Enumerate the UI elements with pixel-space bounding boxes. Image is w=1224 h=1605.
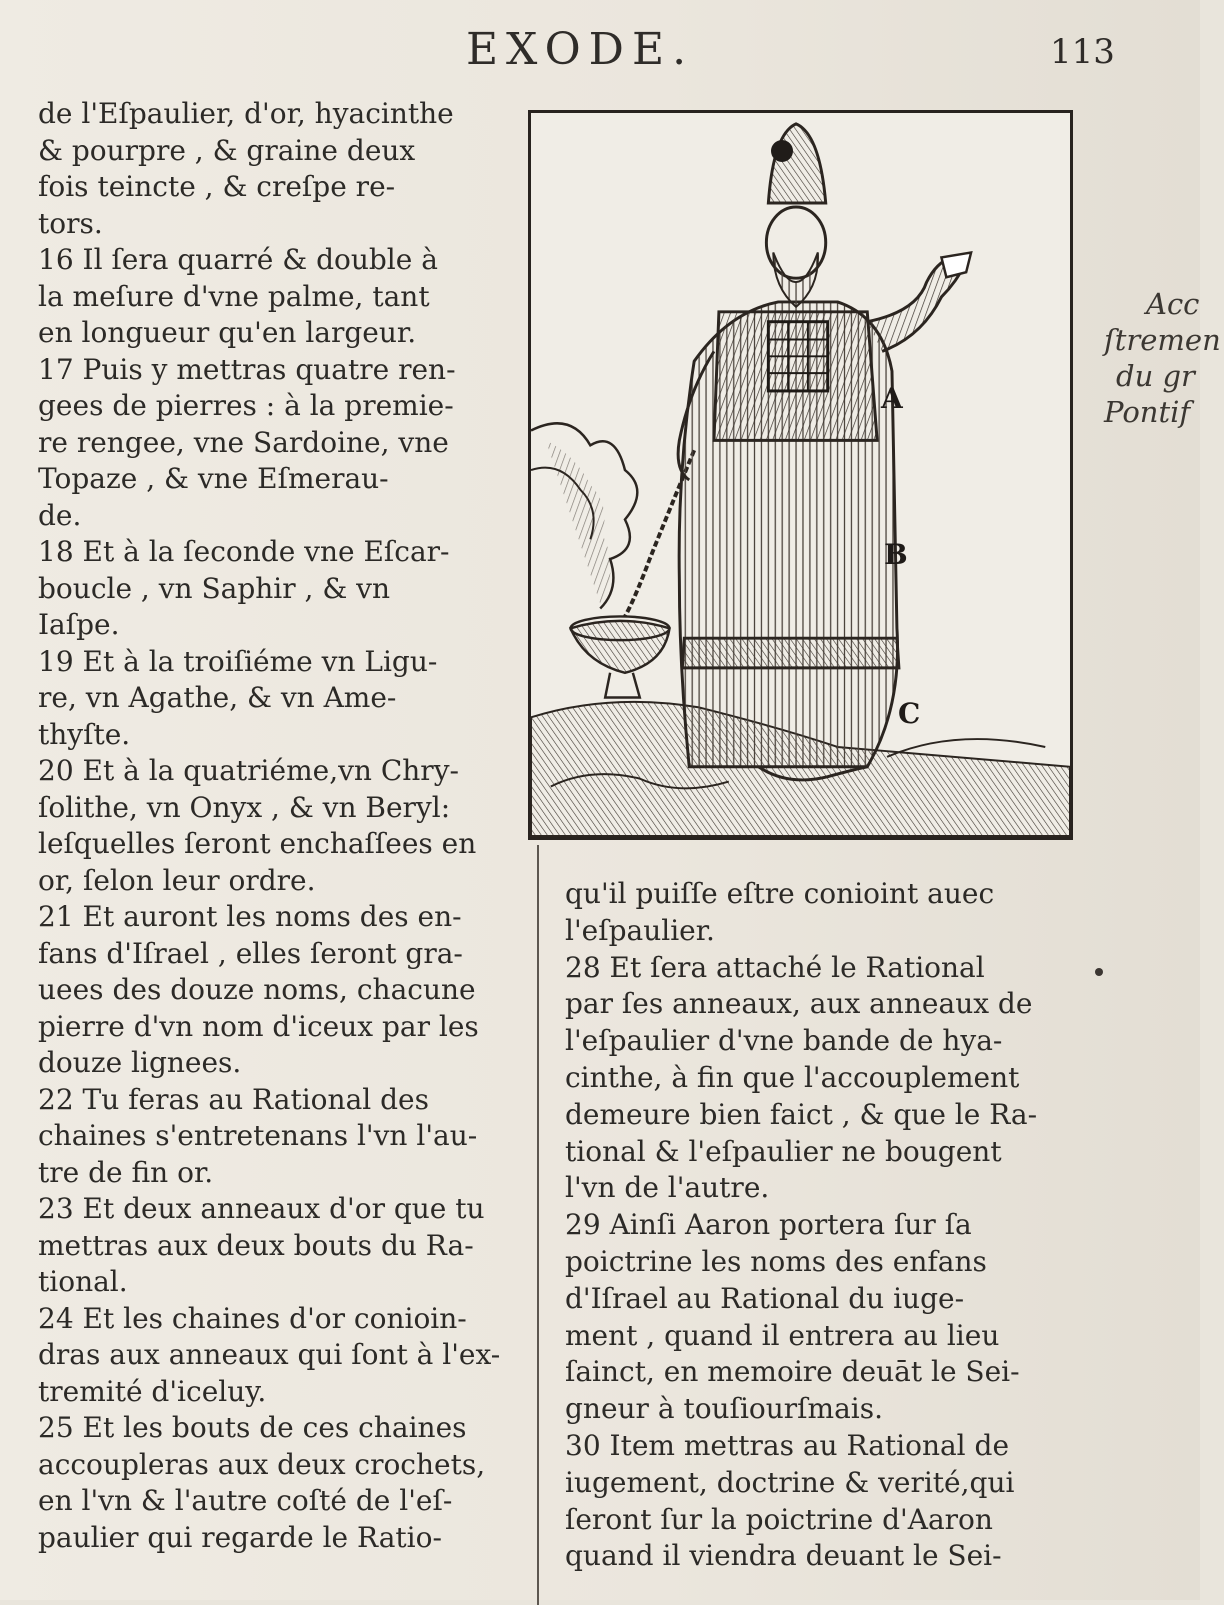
text-line: 29 Ainſi Aaron portera ſur ſa [565, 1208, 972, 1242]
running-title: EXODE. [465, 24, 695, 75]
text-line: en l'vn & l'autre coſté de l'eſ- [38, 1484, 453, 1517]
text-line: accoupleras aux deux crochets, [38, 1447, 486, 1481]
column-divider [537, 845, 539, 1605]
left-text-column [38, 96, 528, 1556]
text-line: thyſte. [38, 717, 131, 751]
text-line: ment , quand il entrera au lieu [565, 1318, 1000, 1352]
text-line: leſquelles ſeront enchaſſees en [38, 827, 477, 860]
figure-label-c: C [898, 697, 921, 730]
text-line: l'eſpaulier. [565, 913, 715, 947]
margin-note-line: Acc [1146, 287, 1200, 321]
text-line: 25 Et les bouts de ces chaines [38, 1411, 467, 1444]
figure-label-b: B [884, 538, 908, 571]
text-line: d'Iſrael au Rational du iuge- [565, 1281, 965, 1315]
text-line: iugement, doctrine & verité,qui [565, 1465, 1015, 1499]
text-line: demeure bien faict , & que le Ra- [565, 1097, 1038, 1131]
text-line: cinthe, à fin que l'accouplement [565, 1060, 1020, 1094]
text-line: ſeront ſur la poictrine d'Aaron [565, 1502, 993, 1536]
text-line: 18 Et à la ſeconde vne Eſcar- [38, 535, 450, 568]
worm-hole [771, 140, 793, 162]
text-line: pierre d'vn nom d'iceux par les [38, 1009, 479, 1043]
text-line: re, vn Agathe, & vn Ame- [38, 681, 397, 714]
text-line: chaines s'entretenans l'vn l'au- [38, 1119, 478, 1152]
text-line: Topaze , & vne Eſmerau- [38, 462, 389, 495]
text-line: par ſes anneaux, aux anneaux de [565, 987, 1033, 1021]
margin-note-line: du gr [1116, 359, 1195, 393]
text-line: la meſure d'vne palme, tant [38, 279, 430, 313]
text-line: 30 Item mettras au Rational de [565, 1428, 1010, 1462]
margin-note-line: ſtremen [1104, 323, 1221, 357]
text-line: ſainct, en memoire deuāt le Sei- [565, 1355, 1020, 1389]
text-line: dras aux anneaux qui ſont à l'ex- [38, 1338, 501, 1371]
text-line: en longueur qu'en largeur. [38, 316, 417, 349]
text-line: l'eſpaulier d'vne bande de hya- [565, 1024, 1003, 1058]
text-line: 22 Tu feras au Rational des [38, 1082, 429, 1116]
text-line: fois teincte , & creſpe re- [38, 170, 396, 203]
text-line: 19 Et à la troiſiéme vn Ligu- [38, 644, 438, 678]
text-line: de l'Eſpaulier, d'or, hyacinthe [38, 97, 454, 130]
text-line: 20 Et à la quatriéme,vn Chry- [38, 754, 459, 787]
text-line: fans d'Iſrael , elles ſeront gra- [38, 936, 463, 970]
text-line: Iaſpe. [38, 608, 120, 641]
text-line: 21 Et auront les noms des en- [38, 900, 462, 933]
text-line: 24 Et les chaines d'or conioin- [38, 1301, 467, 1335]
text-line: 16 Il ſera quarré & double à [38, 243, 438, 276]
text-line: & pourpre , & graine deux [38, 133, 416, 167]
text-line: paulier qui regarde le Ratio- [38, 1520, 442, 1554]
woodcut-drawing [531, 113, 1070, 837]
text-line: gees de pierres : à la premie- [38, 389, 454, 422]
text-line: boucle , vn Saphir , & vn [38, 571, 391, 605]
high-priest-woodcut [528, 110, 1073, 840]
text-line: douze lignees. [38, 1046, 242, 1079]
text-line: gneur à touſiourſmais. [565, 1392, 884, 1426]
text-line: 17 Puis y mettras quatre ren- [38, 352, 456, 386]
text-line: 28 Et ſera attaché le Rational [565, 950, 985, 984]
text-line: tre de fin or. [38, 1155, 214, 1189]
text-line: 23 Et deux anneaux d'or que tu [38, 1192, 485, 1225]
text-line: ſolithe, vn Onyx , & vn Beryl: [38, 790, 451, 824]
text-line: tremité d'iceluy. [38, 1374, 267, 1408]
text-line: mettras aux deux bouts du Ra- [38, 1228, 474, 1262]
page-number: 113 [1050, 32, 1115, 72]
figure-label-a: A [881, 382, 903, 415]
text-line: quand il viendra deuant le Sei- [565, 1539, 1002, 1573]
text-line: tors. [38, 206, 103, 240]
right-text-column [565, 876, 1085, 1575]
marginal-note [1104, 286, 1224, 430]
text-line: qu'il puiſſe eſtre conioint auec [565, 877, 995, 910]
text-line: tional & l'eſpaulier ne bougent [565, 1134, 1002, 1168]
margin-note-line: Pontif [1104, 395, 1191, 429]
text-line: poictrine les noms des enfans [565, 1244, 987, 1278]
text-line: tional. [38, 1265, 128, 1298]
text-line: uees des douze noms, chacune [38, 973, 476, 1006]
text-line: or, ſelon leur ordre. [38, 863, 316, 897]
text-line: de. [38, 498, 82, 532]
text-line: re rengee, vne Sardoine, vne [38, 425, 449, 459]
text-line: l'vn de l'autre. [565, 1171, 770, 1205]
ink-spot [1095, 968, 1103, 976]
